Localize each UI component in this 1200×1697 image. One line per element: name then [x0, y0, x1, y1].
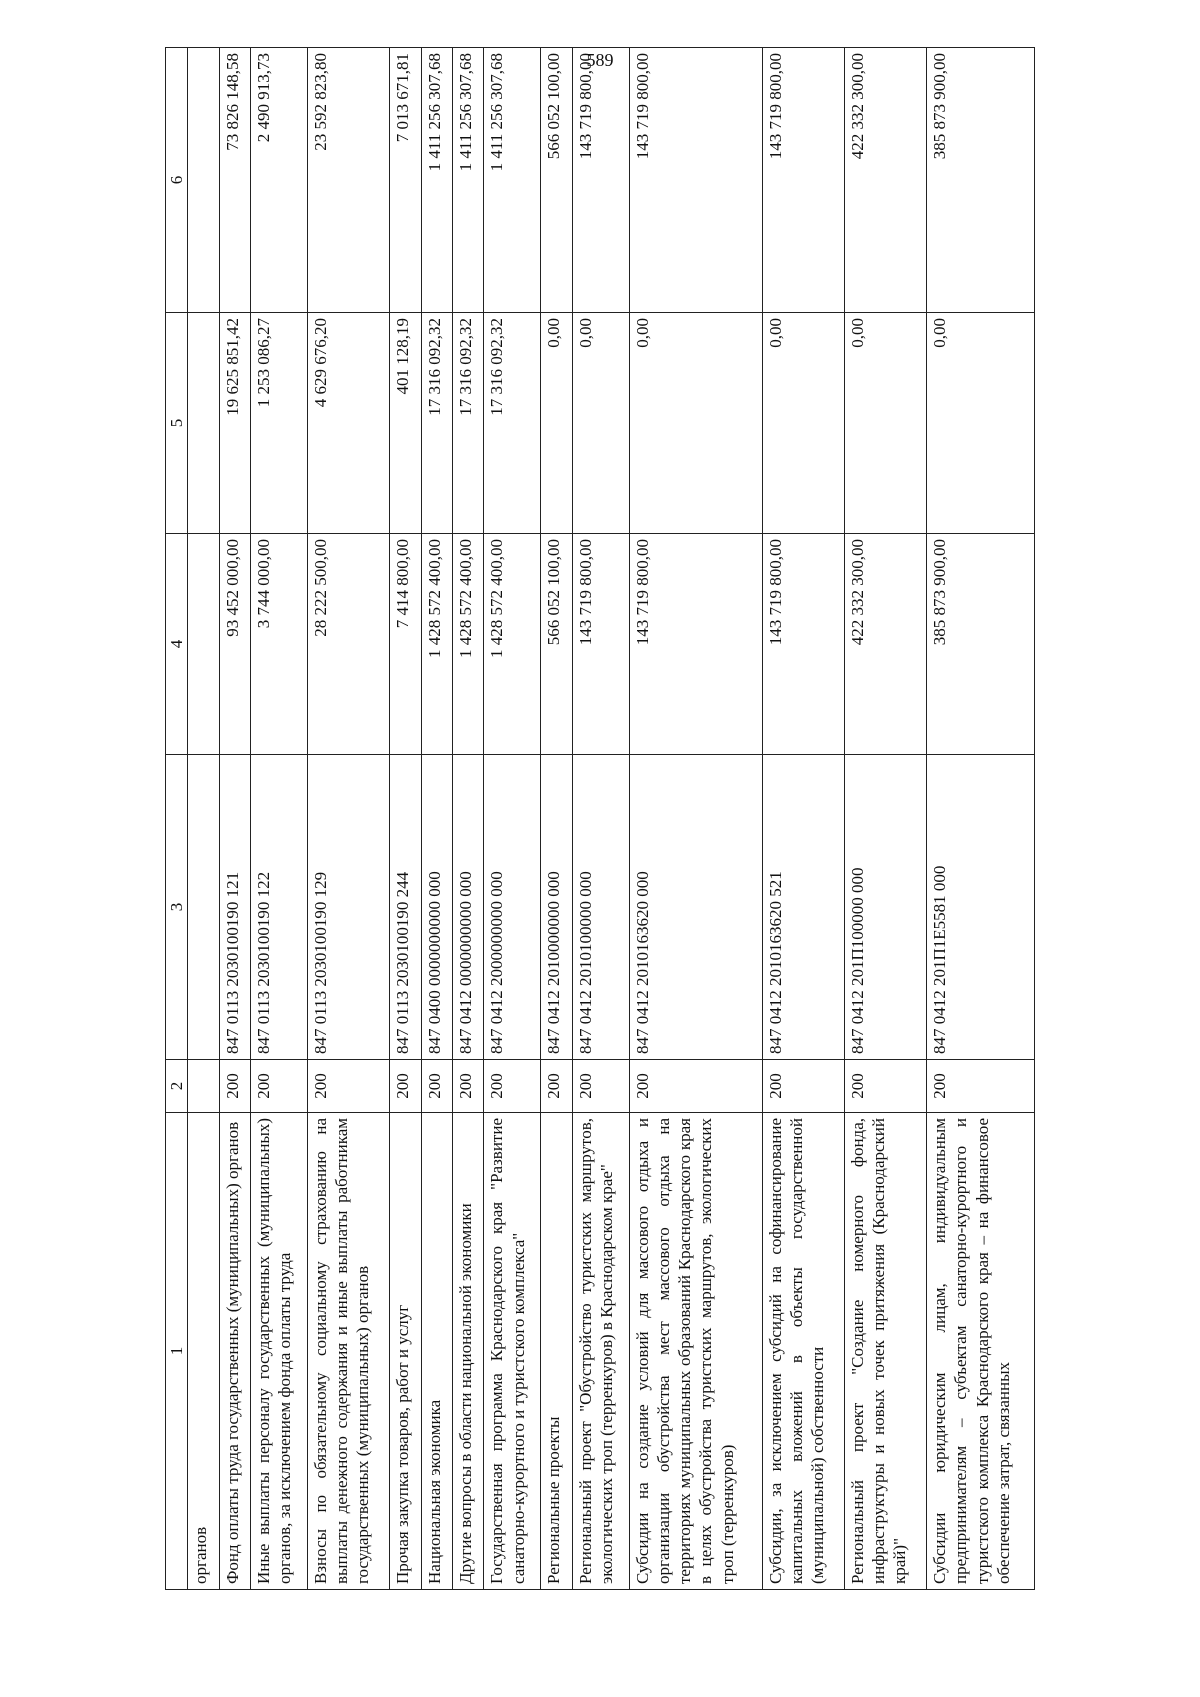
table-row: [541, 48, 572, 1590]
row-name: Государственная программа Краснодарского края "Развитие санаторно-курортного и туристского комплекса": [484, 1113, 541, 1590]
table-row: [484, 48, 541, 1590]
row-code: 847 0412 2000000000 000: [484, 755, 541, 1060]
row-name: Национальная экономика: [421, 1113, 452, 1590]
row-value-5: 0,00: [762, 313, 844, 534]
row-col-2: [188, 1060, 219, 1113]
row-code: 847 0113 2030100190 129: [307, 755, 389, 1060]
table-row: [572, 48, 629, 1590]
row-value-5: 0,00: [541, 313, 572, 534]
table-row: [390, 48, 421, 1590]
table-row: [453, 48, 484, 1590]
header-col-2: 2: [166, 1060, 188, 1113]
table-row: [629, 48, 762, 1590]
row-value-6: [188, 48, 219, 313]
row-value-4: 143 719 800,00: [572, 534, 629, 755]
row-value-6: 2 490 913,73: [251, 48, 308, 313]
row-value-4: 7 414 800,00: [390, 534, 421, 755]
row-value-6: 385 873 900,00: [927, 48, 1035, 313]
row-name: Взносы по обязательному социальному страхованию на выплаты денежного содержания и иные выплаты работникам государственных (муниципальных) органов: [307, 1113, 389, 1590]
table-row: [421, 48, 452, 1590]
row-value-5: 1 253 086,27: [251, 313, 308, 534]
row-value-4: 1 428 572 400,00: [484, 534, 541, 755]
row-value-6: 1 411 256 307,68: [453, 48, 484, 313]
row-col-2: 200: [541, 1060, 572, 1113]
row-value-5: [188, 313, 219, 534]
budget-table: [165, 47, 1035, 1590]
row-col-2: 200: [844, 1060, 926, 1113]
row-value-5: 401 128,19: [390, 313, 421, 534]
header-col-5: 5: [166, 313, 188, 534]
row-name: Фонд оплаты труда государственных (муниципальных) органов: [219, 1113, 250, 1590]
row-code: 847 0412 2010100000 000: [572, 755, 629, 1060]
row-value-5: 17 316 092,32: [421, 313, 452, 534]
row-code: 847 0412 201П100000 000: [844, 755, 926, 1060]
table-row: [188, 48, 219, 1590]
row-code: 847 0113 2030100190 121: [219, 755, 250, 1060]
row-value-5: 17 316 092,32: [453, 313, 484, 534]
header-col-3: 3: [166, 755, 188, 1060]
row-code: 847 0113 2030100190 122: [251, 755, 308, 1060]
row-value-6: 422 332 300,00: [844, 48, 926, 313]
row-code: 847 0412 201П1Е5581 000: [927, 755, 1035, 1060]
row-value-5: 4 629 676,20: [307, 313, 389, 534]
row-name: Иные выплаты персоналу государственных (муниципальных) органов, за исключением фонда оплаты труда: [251, 1113, 308, 1590]
header-col-6: 6: [166, 48, 188, 313]
row-name: Субсидии, за исключением субсидий на софинансирование капитальных вложений в объекты государственной (муниципальной) собственности: [762, 1113, 844, 1590]
table-row: [927, 48, 1035, 1590]
row-value-4: 385 873 900,00: [927, 534, 1035, 755]
row-col-2: 200: [390, 1060, 421, 1113]
row-col-2: 200: [251, 1060, 308, 1113]
row-value-4: 422 332 300,00: [844, 534, 926, 755]
header-col-1: 1: [166, 1113, 188, 1590]
row-value-4: 143 719 800,00: [629, 534, 762, 755]
row-value-6: 73 826 148,58: [219, 48, 250, 313]
table-header-row: [166, 48, 188, 1590]
row-value-5: 0,00: [844, 313, 926, 534]
row-value-4: 566 052 100,00: [541, 534, 572, 755]
row-name: Субсидии на создание условий для массового отдыха и организации обустройства мест массового отдыха на территориях муниципальных образований Краснодарского края в целях обустройства туристских маршрутов, экологических троп (терренкуров): [629, 1113, 762, 1590]
row-code: 847 0412 2010163620 521: [762, 755, 844, 1060]
table-row: [307, 48, 389, 1590]
row-col-2: 200: [453, 1060, 484, 1113]
row-col-2: 200: [572, 1060, 629, 1113]
table-row: [219, 48, 250, 1590]
row-name: Региональные проекты: [541, 1113, 572, 1590]
row-name: Прочая закупка товаров, работ и услуг: [390, 1113, 421, 1590]
row-name: Региональный проект "Обустройство туристских маршрутов, экологических троп (терренкуров) в Краснодарском крае": [572, 1113, 629, 1590]
row-value-5: 19 625 851,42: [219, 313, 250, 534]
page-number: 589: [586, 50, 614, 70]
row-value-5: 0,00: [629, 313, 762, 534]
row-code: 847 0412 0000000000 000: [453, 755, 484, 1060]
row-col-2: 200: [927, 1060, 1035, 1113]
row-value-4: 28 222 500,00: [307, 534, 389, 755]
row-value-4: 1 428 572 400,00: [453, 534, 484, 755]
row-value-6: 143 719 800,00: [762, 48, 844, 313]
header-col-4: 4: [166, 534, 188, 755]
row-value-4: [188, 534, 219, 755]
row-value-4: 143 719 800,00: [762, 534, 844, 755]
row-value-4: 3 744 000,00: [251, 534, 308, 755]
row-value-6: 1 411 256 307,68: [484, 48, 541, 313]
table-row: [844, 48, 926, 1590]
row-value-6: 143 719 800,00: [629, 48, 762, 313]
row-value-6: 143 719 800,00: [572, 48, 629, 313]
row-value-6: 7 013 671,81: [390, 48, 421, 313]
row-value-4: 93 452 000,00: [219, 534, 250, 755]
row-code: 847 0400 0000000000 000: [421, 755, 452, 1060]
row-value-5: 0,00: [572, 313, 629, 534]
row-name: Региональный проект "Создание номерного фонда, инфраструктуры и новых точек притяжения (Краснодарский край)": [844, 1113, 926, 1590]
row-name: Субсидии юридическим лицам, индивидуальным предпринимателям – субъектам санаторно-курортного и туристского комплекса Краснодарского края – на финансовое обеспечение затрат, связанных: [927, 1113, 1035, 1590]
row-code: 847 0412 2010163620 000: [629, 755, 762, 1060]
row-col-2: 200: [421, 1060, 452, 1113]
row-col-2: 200: [219, 1060, 250, 1113]
row-value-6: 1 411 256 307,68: [421, 48, 452, 313]
row-col-2: 200: [307, 1060, 389, 1113]
table-row: [762, 48, 844, 1590]
row-value-4: 1 428 572 400,00: [421, 534, 452, 755]
row-value-5: 0,00: [927, 313, 1035, 534]
row-name: органов: [188, 1113, 219, 1590]
row-code: 847 0113 2030100190 244: [390, 755, 421, 1060]
row-value-6: 566 052 100,00: [541, 48, 572, 313]
row-code: 847 0412 2010000000 000: [541, 755, 572, 1060]
row-code: [188, 755, 219, 1060]
row-col-2: 200: [762, 1060, 844, 1113]
row-col-2: 200: [629, 1060, 762, 1113]
table-row: [251, 48, 308, 1590]
row-value-5: 17 316 092,32: [484, 313, 541, 534]
row-value-6: 23 592 823,80: [307, 48, 389, 313]
row-col-2: 200: [484, 1060, 541, 1113]
row-name: Другие вопросы в области национальной экономики: [453, 1113, 484, 1590]
